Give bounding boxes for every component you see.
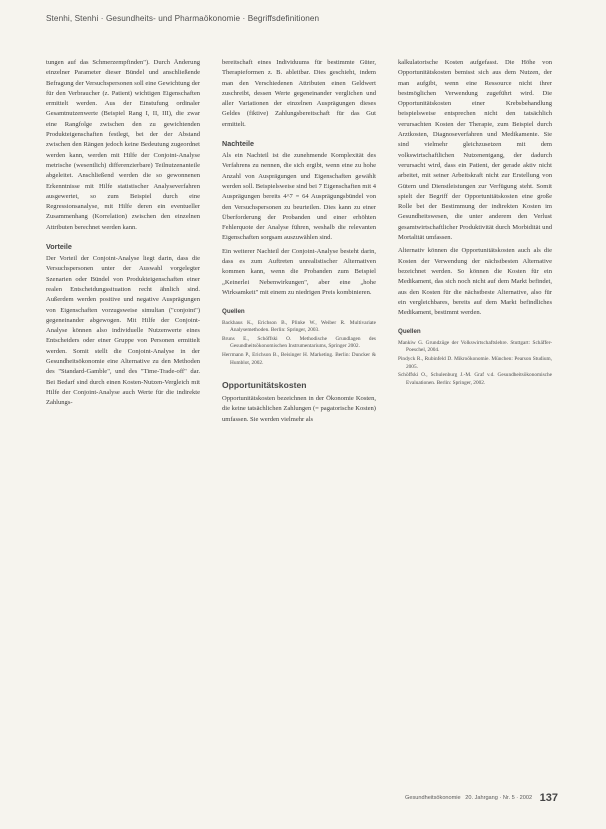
running-header: Stenhi, Stenhi · Gesundheits- und Pharmaökonomie · Begriffsdefinitionen [46,14,320,23]
text-column-1 [46,58,200,412]
source-entry: Pindyck R., Rubinfeld D. Mikroökonomie. München: Pearson Studium, 2005. [398,355,552,370]
issue-info: 20. Jahrgang · Nr. 5 · 2002 [465,795,533,801]
paragraph: kalkulatorische Kosten aufgefasst. Die Höhe von Opportunitätskosten bemisst sich aus dem Nutzen, der man aufgibt, wenn eine Ressource nicht ihrer bestmöglichen Verwendung zugeführt wird. Die Opportunitätskosten einer Krebsbehandlung beispielsweise entsprechen nicht den tatsächlich verursachten Kosten der Therapie, zum Beispiel durch Arztkosten, Diagnoseverfahren und Medikamente. Sie sind vielmehr gleichzusetzen mit dem volkswirtschaftlichen Nutzenentgang, der dadurch verursacht wird, dass ein Patient, der gerade aktiv nicht arbeitet, mit seiner Arbeitskraft nicht zur Erstellung von Gütern und Dienstleistungen zur Verfügung steht. Somit spielt der Begriff der Opportunitätskosten eine große Rolle bei der Bestimmung der indirekten Kosten im Gesundheitswesen, die unter anderem den Verlust gesamtwirtschaftlicher Produktivität durch Morbidität und Mortalität umfassen. [398,59,552,242]
page-footer [405,792,558,804]
sources-label: Quellen [222,308,245,316]
text-column-2 [222,58,376,428]
section-heading-opportunitaetskosten: Opportunitätskosten [222,380,307,391]
source-entry: Bruns E., Schöffski O. Methodische Grundlagen des Gesundheitsökonomischen Instrumentariums, Springer 2002. [222,335,376,350]
paragraph: tungen auf das Schmerzempfinden"). Durch Änderung einzelner Parameter dieser Bündel und anschließende Befragung der Versuchspersonen soll eine Gewichtung der für den Verbraucher (z. Patient) wichtigen Eigenschaften ermittelt werden. Aus der Einstufung ordinaler Gesamtnutzenwerte (Beispiel Rang I, II, III), die zwar eine Rangfolge zwischen den zu gewichtenden Produkteigenschaften festlegt, bei der der Abstand zwischen den Rängen jedoch keine Bedeutung zugeordnet werden kann, werden mit Hilfe der Conjoint-Analyse metrische (wesentlich) differenzierbare) Teilnutzenanteile abgeleitet. Anschließend werden die so gewonnenen Erkenntnisse mit Hilfe statistischer Analyseverfahren ausgewertet, so zum Beispiel durch eine Regressionsanalyse, mit Hilfe deren ein eventueller Zusammenhang (Korrelation) zwischen den einzelnen Attributen berechnet werden kann. [46,59,200,231]
section-heading-nachteile: Nachteile [222,139,254,149]
text-column-3 [398,58,552,388]
source-entry: Schöffski O., Schulenburg J.-M. Graf v.d. Gesundheitsökonomische Evaluationen. Berlin: Springer, 2002. [398,372,552,386]
sources-list [222,320,376,368]
source-entry: Backhaus K., Erichson B., Plinke W., Weiber R. Multivariate Analysemethoden. Berlin: Springer, 2003. [222,319,376,334]
sources-list [398,340,552,388]
paragraph: Der Vorteil der Conjoint-Analyse liegt darin, dass die Versuchspersonen unter der Auswahl vorgelegter Szenarien oder Bündel von Produkteigenschaften einer realen Entscheidungssituation recht ähnlich sind. Außerdem werden positive und negative Ausprägungen von Eigenschaften vorzugsweise simultan ("conjoint") gegeneinander abgewogen. Mit Hilfe der Conjoint-Analyse können also individuelle Nutzenwerte eines Entscheiders oder einer Gruppe von Personen ermittelt werden. Somit stellt die Conjoint-Analyse in der Gesundheitsökonomie eine Alternative zu den Methoden des "Standard-Gamble", und des "Time-Trade-off" dar. Bei Bedarf sind durch einen Kosten-Nutzen-Vergleich mit Hilfe der Conjoint-Analyse auch Werte für die indirekte Zahlungs- [46,255,200,407]
source-entry: Mankiw G. Grundzüge der Volkswirtschaftslehre. Stuttgart: Schäffer-Poeschel, 2004. [398,339,552,354]
sources-label: Quellen [398,328,421,336]
paragraph: Opportunitätskosten bezeichnen in der Ökonomie Kosten, die keine tatsächlichen Zahlungen (= pagatorische Kosten) umfassen. Sie werden vielmehr als [222,395,376,423]
journal-name: Gesundheitsökonomie [405,795,461,801]
page-number: 137 [539,792,559,804]
source-entry: Herrmann P., Erichson B., Beisinger H. Marketing. Berlin: Duncker & Humblot, 2002. [222,351,376,366]
paragraph: bereitschaft eines Individuums für bestimmte Güter, Therapieformen z. B. ableitbar. Dies geschieht, indem man den Verschiedenen Attributen einen Geldwert zuschreibt, dessen Werte gegeneinander verglichen und aller Variationen der einzelnen Ausprägungen dieses Geldes (fiktive) Zahlungsbereitschaft für das Gut ermittelt. [222,59,376,128]
paragraph: Ein weiterer Nachteil der Conjoint-Analyse besteht darin, dass es zum Auftreten unrealistischer Alternativen kommen kann, wenn die Probanden zum Beispiel „Keinerlei Nebenwirkungen", aber eine „hohe Wirksamkeit" mit einem zu niedrigen Preis kombinieren. [222,247,376,296]
section-heading-vorteile: Vorteile [46,242,72,252]
paragraph: Alternativ können die Opportunitätskosten auch als die Kosten der Verwendung der nächstbesten Alternative bezeichnet werden. So können die Kosten für ein Medikament, das sich noch nicht auf dem Markt befindet, aus den Kosten für die nächstbeste Alternative, also für ein vergleichbares, bereits auf dem Markt befindliches Medikament, bestimmt werden. [398,247,552,317]
paragraph: Als ein Nachteil ist die zunehmende Komplexität des Verfahrens zu nennen, die sich ergibt, wenn eine zu hohe Anzahl von Ausprägungen und Eigenschaften gewählt werden soll. Beispielsweise sind bei 7 Eigenschaften mit 4 Ausprägungen bereits 4^7 = 64 Ausprägungsbündel von den Versuchspersonen zu beurteilen. Dies kann zu einer Überforderung der Probanden und einer erhöhten Fehlerquote der Analyse führen, weshalb die relevanten Eigenschaften sorgsam auszuwählen sind. [222,152,376,242]
